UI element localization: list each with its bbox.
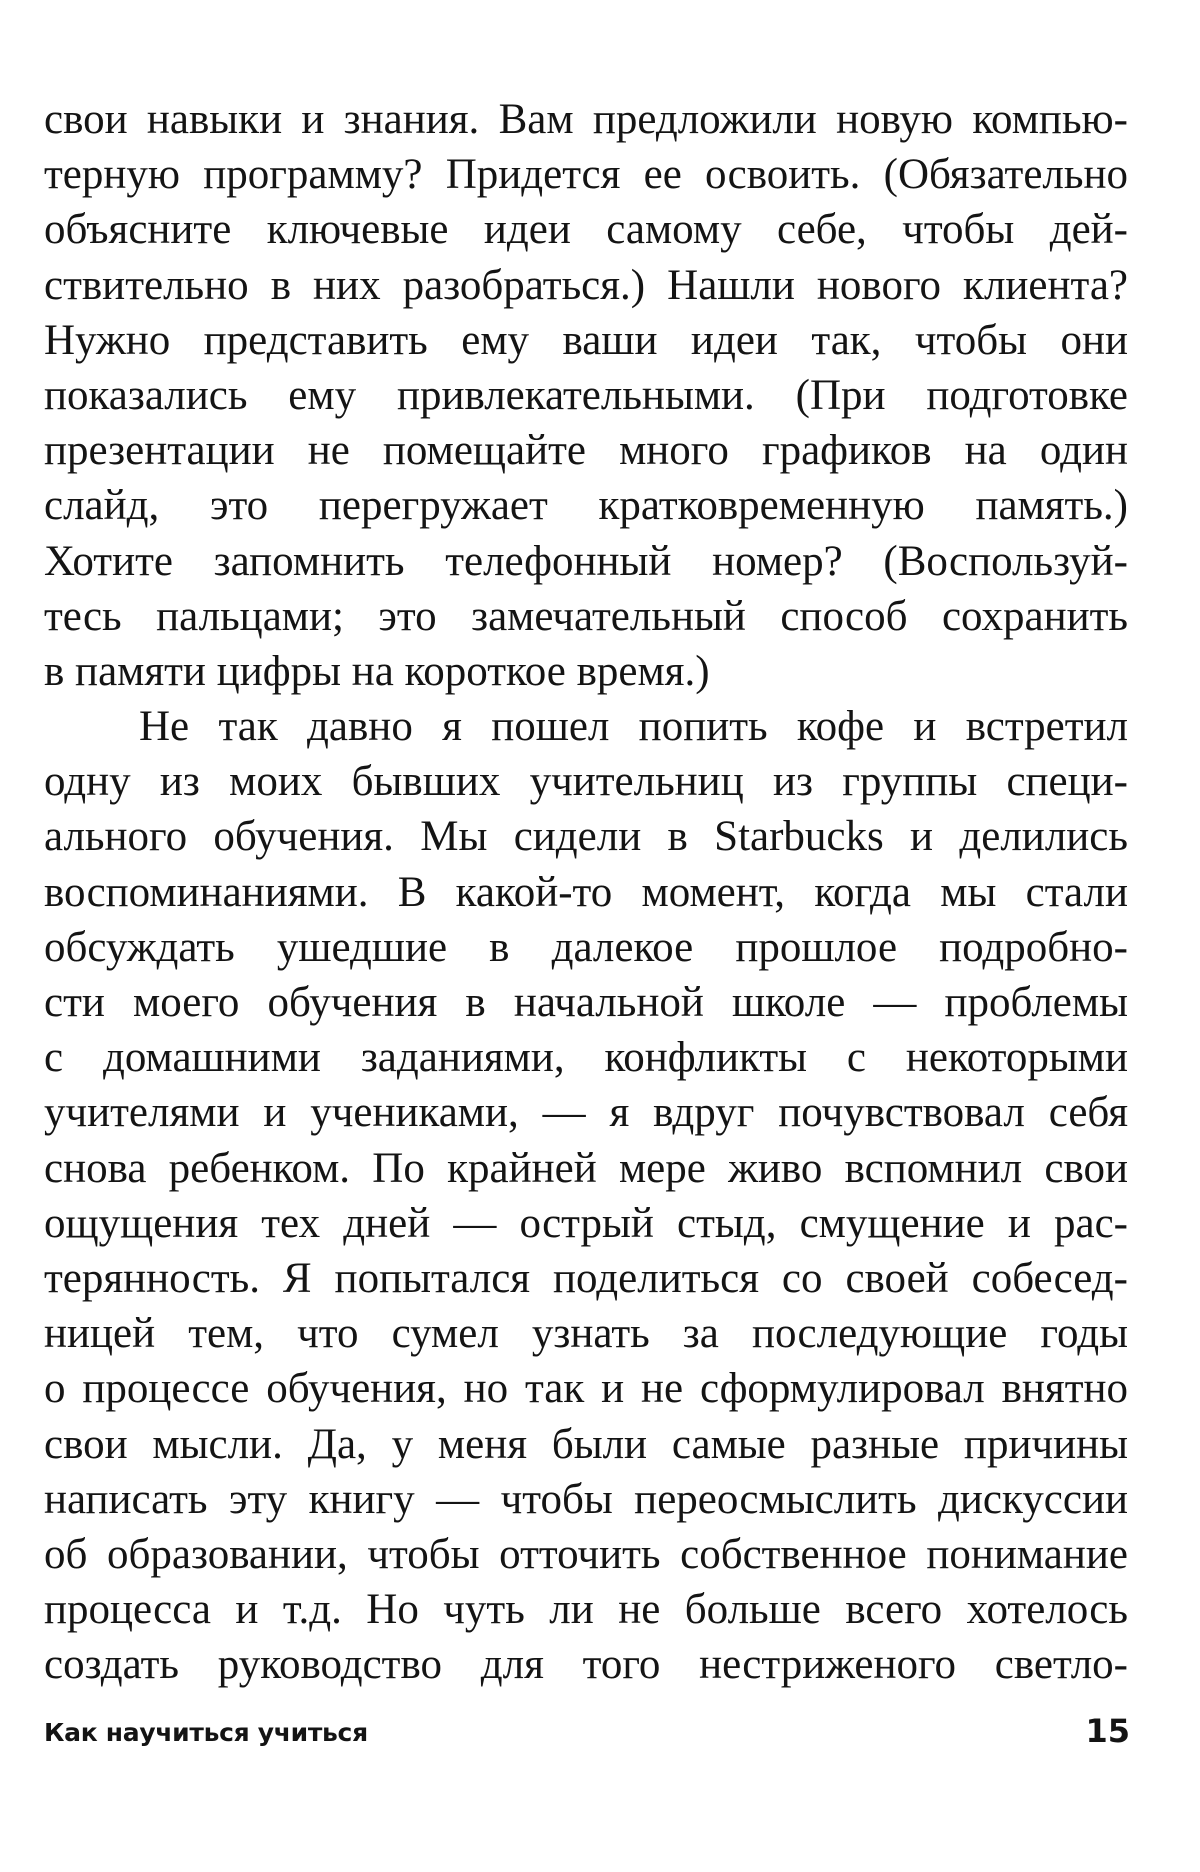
text-line: написать эту книгу — чтобы переосмыслить дискуссии	[44, 1475, 1128, 1523]
text-line: воспоминаниями. В какой-то момент, когда мы стали	[44, 868, 1128, 916]
text-line: о процессе обучения, но так и не сформулировал внятно	[44, 1365, 1128, 1413]
running-title: Как научиться учиться	[44, 1718, 368, 1747]
text-line: учителями и учениками, — я вдруг почувствовал себя	[44, 1089, 1128, 1137]
text-line: презентации не помещайте много графиков на один	[44, 427, 1128, 475]
text-line: свои мысли. Да, у меня были самые разные причины	[44, 1420, 1128, 1468]
page-footer	[44, 1712, 1130, 1758]
text-line: сти моего обучения в начальной школе — проблемы	[44, 979, 1128, 1026]
text-line: об образовании, чтобы отточить собственное понимание	[44, 1530, 1128, 1578]
text-line: показались ему привлекательными. (При подготовке	[44, 371, 1128, 419]
page-number: 15	[1085, 1712, 1130, 1750]
text-line: тесь пальцами; это замечательный способ сохранить	[44, 592, 1128, 640]
text-line: ницей тем, что сумел узнать за последующие годы	[44, 1310, 1128, 1358]
text-line: создать руководство для того нестриженого светло-	[44, 1641, 1128, 1689]
text-line: ствительно в них разобраться.) Нашли нового клиента?	[44, 261, 1128, 309]
text-line: с домашними заданиями, конфликты с некоторыми	[44, 1034, 1128, 1082]
text-line: Нужно представить ему ваши идеи так, чтобы они	[44, 316, 1128, 364]
paragraph-1	[44, 92, 1128, 699]
text-line: свои навыки и знания. Вам предложили новую компью-	[44, 96, 1128, 143]
text-line: объясните ключевые идеи самому себе, чтобы дей-	[44, 206, 1128, 254]
text-line: в памяти цифры на короткое время.)	[44, 647, 710, 695]
text-line: одну из моих бывших учительниц из группы специ-	[44, 758, 1128, 806]
text-line: снова ребенком. По крайней мере живо вспомнил свои	[44, 1144, 1128, 1192]
text-line: обсуждать ушедшие в далекое прошлое подробно-	[44, 923, 1128, 971]
text-line: терную программу? Придется ее освоить. (Обязательно	[44, 151, 1128, 199]
text-line: процесса и т.д. Но чуть ли не больше всего хотелось	[44, 1586, 1128, 1634]
text-line: терянность. Я попытался поделиться со своей собесед-	[44, 1254, 1128, 1302]
paragraph-2	[44, 699, 1128, 1748]
body-text	[44, 92, 1128, 1748]
text-line: слайд, это перегружает кратковременную память.)	[44, 482, 1128, 530]
text-line: ощущения тех дней — острый стыд, смущение и рас-	[44, 1199, 1128, 1247]
text-line: ального обучения. Мы сидели в Starbucks и делились	[44, 813, 1128, 861]
text-line: Хотите запомнить телефонный номер? (Воспользуй-	[44, 537, 1128, 585]
text-line: Не так давно я пошел попить кофе и встретил	[139, 703, 1128, 751]
